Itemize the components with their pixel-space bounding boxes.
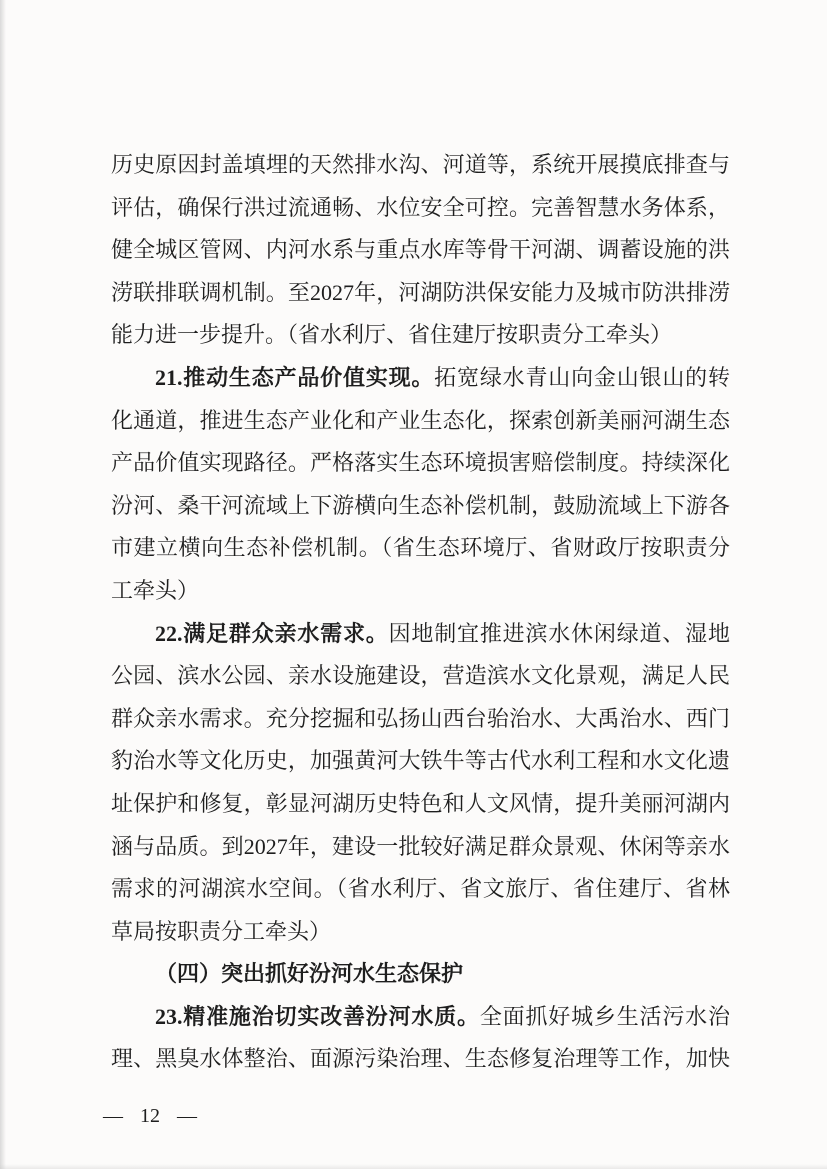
paragraph-continuation — [111, 144, 730, 357]
text-line: 市建立横向生态补偿机制。（省生态环境厅、省财政厅按职责分 — [111, 535, 730, 561]
text-line: 需求的河湖滨水空间。（省水利厅、省文旅厅、省住建厅、省林 — [111, 876, 730, 902]
text-line — [111, 613, 730, 656]
paragraph-21-lead: 21.推动生态产品价值实现。 — [155, 364, 435, 390]
text-line: 历史原因封盖填埋的天然排水沟、河道等，系统开展摸底排查与 — [111, 152, 730, 177]
paragraph-23 — [111, 996, 730, 1081]
text-line: 公园、滨水公园、亲水设施建设，营造滨水文化景观，满足人民 — [111, 663, 730, 689]
text-line: 工牵头） — [111, 577, 200, 603]
text-line: 豹治水等文化历史，加强黄河大铁牛等古代水利工程和水文化遗 — [111, 748, 730, 774]
text-line: 涝联排联调机制。至2027年，河湖防洪保安能力及城市防洪排涝 — [111, 279, 730, 305]
footer-dash-right: — — [177, 1105, 197, 1127]
paragraph-23-lead: 23.精准施治切实改善汾河水质。 — [155, 1003, 480, 1029]
page-footer — [103, 1102, 197, 1130]
text-line: 评估，确保行洪过流通畅、水位安全可控。完善智慧水务体系， — [111, 194, 730, 220]
section-heading: （四）突出抓好汾河水生态保护 — [155, 961, 464, 987]
scan-edge-shadow-bottom — [0, 1164, 827, 1169]
footer-dash-left: — — [103, 1105, 123, 1127]
paragraph-21 — [111, 357, 730, 613]
text-line — [111, 996, 730, 1039]
text-line: 汾河、桑干河流域上下游横向生态补偿机制，鼓励流域上下游各 — [111, 492, 730, 518]
text-line: 产品价值实现路径。严格落实生态环境损害赔偿制度。持续深化 — [111, 450, 730, 476]
text-line: 能力进一步提升。（省水利厅、省住建厅按职责分工牵头） — [111, 322, 673, 348]
paragraph-21-lead-rest: 拓宽绿水青山向金山银山的转 — [434, 364, 730, 390]
text-line: 草局按职责分工牵头） — [111, 918, 332, 944]
text-line: 群众亲水需求。充分挖掘和弘扬山西台骀治水、大禹治水、西门 — [111, 705, 730, 731]
scan-edge-shadow-left — [0, 0, 6, 1169]
text-line: 涵与品质。到2027年，建设一批较好满足群众景观、休闲等亲水 — [111, 833, 730, 859]
text-line: 健全城区管网、内河水系与重点水库等骨干河湖、调蓄设施的洪 — [111, 237, 730, 263]
page-number: 12 — [140, 1105, 160, 1127]
paragraph-22-lead-rest: 因地制宜推进滨水休闲绿道、湿地 — [388, 620, 730, 646]
paragraph-22-lead: 22.满足群众亲水需求。 — [155, 620, 389, 646]
text-line: 化通道，推进生态产业化和产业生态化，探索创新美丽河湖生态 — [111, 407, 730, 433]
paragraph-23-lead-rest: 全面抓好城乡生活污水治 — [479, 1003, 730, 1029]
text-line: 址保护和修复，彰显河湖历史特色和人文风情，提升美丽河湖内 — [111, 790, 730, 816]
text-line — [111, 357, 730, 400]
paragraph-22 — [111, 613, 730, 954]
document-body — [111, 144, 730, 1081]
text-line: 理、黑臭水体整治、面源污染治理、生态修复治理等工作，加快 — [111, 1046, 730, 1072]
